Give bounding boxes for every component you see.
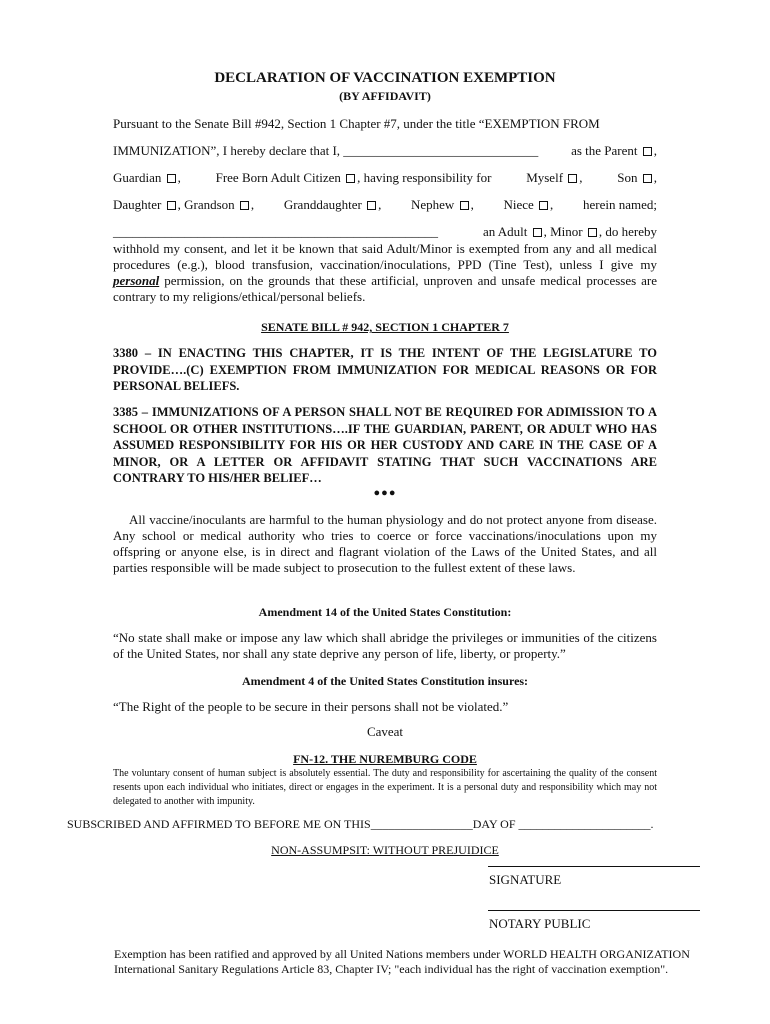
checkbox-parent[interactable] — [643, 147, 652, 156]
checkbox-daughter[interactable] — [167, 201, 176, 210]
section-3385: 3385 – IMMUNIZATIONS OF A PERSON SHALL NOT BE REQUIRED FOR ADIMISSION TO A SCHOOL OR OTHER INSTITUTIONS….IF THE GUARDIAN, PARENT, OR ADULT WHO HAS ASSUMED RESPONSIBILITY FOR HIS OR HER CUSTODY AND CARE IN THE CASE OF A MINOR, OR A LETTER OR AFFIDAVIT STATING THAT SUCH VACCINATIONS ARE CONTRARY TO HIS/HER BELIEF… — [113, 405, 657, 485]
vaccine-paragraph: All vaccine/inoculants are harmful to the human physiology and do not protect anyone from disease. Any school or medical authority who tries to coerce or force vaccinations/inoculations upon my offspring or anyone else, is in direct and flagrant violation of the Laws of the United States, and all parties responsible will be made subject to prosecution to the fullest extent of these laws. — [113, 512, 657, 575]
intro-line-4 — [113, 197, 657, 213]
bullet-separator: ●●● — [373, 487, 397, 499]
intro-line-5 — [113, 224, 657, 240]
minor-label: , Minor — [543, 224, 583, 239]
footer-line-1: Exemption has been ratified and approved by all United Nations members under WORLD HEALTH ORGANIZATION — [114, 947, 690, 961]
parent-label: as the Parent — [571, 143, 638, 158]
section-3380: 3380 – IN ENACTING THIS CHAPTER, IT IS THE INTENT OF THE LEGISLATURE TO PROVIDE….(C) EXEMPTION FROM IMMUNIZATION FOR MEDICAL REASONS OR FOR PERSONAL BELIEFS. — [113, 346, 657, 393]
guardian-label: Guardian — [113, 170, 162, 185]
consent-text-1: withhold my consent, and let it be known that said Adult/Minor is exempted from any and all medical procedures (e.g.), blood transfusion, vaccination/inoculations, PPD (Tine Test), unless I give my — [113, 241, 657, 272]
daughter-label: Daughter — [113, 197, 162, 212]
checkbox-myself[interactable] — [568, 174, 577, 183]
checkbox-free-born-adult[interactable] — [346, 174, 355, 183]
senate-bill-heading: SENATE BILL # 942, SECTION 1 CHAPTER 7 — [261, 320, 509, 334]
intro-line-3: Guardian , Free Born Adult Citizen , having responsibility for Myself , Son , — [113, 170, 657, 185]
nuremberg-text: The voluntary consent of human subject is absolutely essential. The duty and responsibility for ascertaining the quality of the consent resents upon each individual who initiates, direct or engages in the experiment. It is a personal duty and responsibility which may not delegated to another with impunity. — [113, 768, 657, 807]
adult-label: an Adult — [482, 224, 528, 239]
comma: , — [550, 197, 554, 212]
checkbox-guardian[interactable] — [167, 174, 176, 183]
responsibility-text: , having responsibility for — [357, 170, 492, 185]
document-title: DECLARATION OF VACCINATION EXEMPTION — [214, 70, 556, 86]
amendment-14-text: “No state shall make or impose any law which shall abridge the privileges or immunities of the citizens of the United States, nor shall any state deprive any person of life, liberty, or property.” — [113, 630, 657, 661]
notary-line[interactable] — [488, 910, 700, 911]
footer-line-2: International Sanitary Regulations Article 83, Chapter IV; "each individual has the right of vaccination exemption". — [114, 962, 669, 976]
comma: , — [250, 197, 255, 212]
son-label: Son — [617, 170, 638, 185]
grandson-label: , Grandson — [177, 197, 235, 212]
checkbox-grandson[interactable] — [240, 201, 249, 210]
name-blank[interactable]: __________________________________________________ — [113, 224, 438, 239]
herein-named-text: herein named; — [582, 197, 657, 212]
intro-line-1: Pursuant to the Senate Bill #942, Section 1 Chapter #7, under the title “EXEMPTION FROM — [113, 116, 600, 131]
myself-label: Myself — [526, 170, 564, 185]
footer-note — [114, 947, 764, 977]
comma: , — [653, 170, 657, 185]
nephew-label: Nephew — [410, 197, 455, 212]
caveat-label: Caveat — [366, 724, 404, 739]
checkbox-adult[interactable] — [533, 228, 542, 237]
signature-label: SIGNATURE — [489, 872, 562, 887]
free-born-label: Free Born Adult Citizen — [215, 170, 341, 185]
intro-declare-text: IMMUNIZATION”, I hereby declare that I, ______________________________ — [113, 143, 539, 158]
comma: , — [470, 197, 474, 212]
comma: , — [579, 170, 583, 185]
niece-label: Niece — [503, 197, 534, 212]
nuremberg-heading: FN-12. THE NUREMBURG CODE — [293, 752, 477, 766]
intro-line-2: IMMUNIZATION”, I hereby declare that I, ______________________________ as the Parent , — [113, 143, 657, 158]
signature-line[interactable] — [488, 866, 700, 867]
amendment-4-text: “The Right of the people to be secure in their persons shall not be violated.” — [113, 699, 509, 714]
consent-paragraph — [113, 241, 657, 305]
notary-label: NOTARY PUBLIC — [489, 916, 591, 931]
personal-emphasis: personal — [113, 273, 160, 288]
checkbox-son[interactable] — [643, 174, 652, 183]
checkbox-niece[interactable] — [539, 201, 548, 210]
checkbox-granddaughter[interactable] — [367, 201, 376, 210]
amendment-4-heading: Amendment 4 of the United States Constitution insures: — [241, 674, 529, 688]
non-assumpsit-label: NON-ASSUMPSIT: WITHOUT PREJUIDICE — [271, 843, 499, 857]
amendment-14-heading: Amendment 14 of the United States Constitution: — [258, 605, 512, 619]
consent-text-2: permission, on the grounds that these artificial, unproven and unsafe medical processes are contrary to my religions/ethical/personal beliefs. — [113, 273, 657, 304]
comma: , — [378, 197, 382, 212]
granddaughter-label: Granddaughter — [283, 197, 362, 212]
checkbox-nephew[interactable] — [460, 201, 469, 210]
subscribed-line[interactable]: SUBSCRIBED AND AFFIRMED TO BEFORE ME ON THIS_________________DAY OF ______________________. — [67, 817, 654, 831]
document-subtitle: (BY AFFIDAVIT) — [339, 89, 431, 103]
do-hereby-text: , do hereby — [598, 224, 657, 239]
checkbox-minor[interactable] — [588, 228, 597, 237]
